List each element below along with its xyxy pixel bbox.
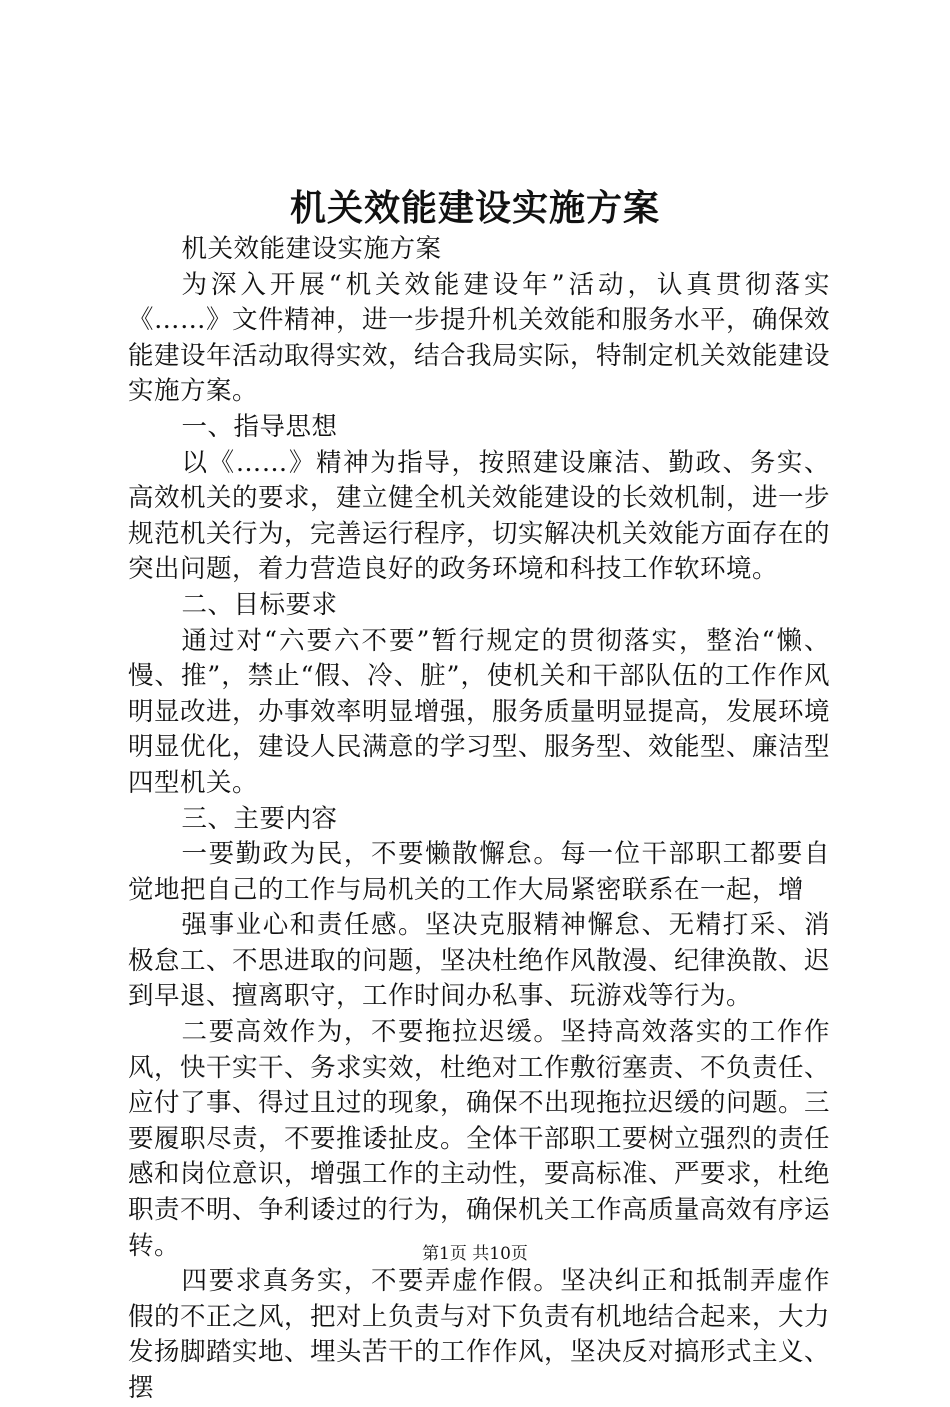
paragraph-intro: 为深入开展“机关效能建设年”活动，认真贯彻落实《……》文件精神，进一步提升机关效能和服务水平，确保效能建设年活动取得实效，结合我局实际，特制定机关效能建设实施方案。 [128, 269, 831, 407]
paragraph-item-one: 一要勤政为民，不要懒散懈怠。每一位干部职工都要自觉地把自己的工作与局机关的工作大局紧密联系在一起，增 [128, 839, 830, 905]
paragraph-guiding-ideology: 以《……》精神为指导，按照建设廉洁、勤政、务实、高效机关的要求，建立健全机关效能建设的长效机制，进一步规范机关行为，完善运行程序，切实解决机关效能方面存在的突出问题，着力营造良好的政务环境和科技工作软环境。 [128, 447, 831, 585]
paragraph-subtitle: 机关效能建设实施方案 [181, 234, 442, 264]
section-heading-main-content: 三、主要内容 [181, 803, 338, 834]
document-body [128, 232, 830, 1407]
paragraph-item-one-continued: 强事业心和责任感。坚决克服精神懈怠、无精打采、消极怠工、不思进取的问题，坚决杜绝作风散漫、纪律涣散、迟到早退、擅离职守，工作时间办私事、玩游戏等行为。 [128, 910, 831, 1012]
paragraph-goals: 通过对“六要六不要”暂行规定的贯彻落实，整治“懒、慢、推”，禁止“假、冷、脏”，使机关和干部队伍的工作作风明显改进，办事效率明显增强，服务质量明显提高，发展环境明显优化，建设人民满意的学习型、服务型、效能型、廉洁型四型机关。 [128, 625, 831, 798]
section-heading-goals: 二、目标要求 [181, 589, 338, 620]
document-title: 机关效能建设实施方案 [289, 187, 660, 229]
page-number: 第1页 共10页 [422, 1244, 528, 1264]
paragraph-item-four: 四要求真务实，不要弄虚作假。坚决纠正和抵制弄虚作假的不正之风，把对上负责与对下负责有机地结合起来，大力发扬脚踏实地、埋头苦干的工作作风，坚决反对搞形式主义、摆 [128, 1266, 831, 1403]
section-heading-guiding-ideology: 一、指导思想 [181, 411, 338, 442]
paragraph-item-two-three: 二要高效作为，不要拖拉迟缓。坚持高效落实的工作作风，快干实干、务求实效，杜绝对工作敷衍塞责、不负责任、应付了事、得过且过的现象，确保不出现拖拉迟缓的问题。三要履职尽责，不要推诿扯皮。全体干部职工要树立强烈的责任感和岗位意识，增强工作的主动性，要高标准、严要求，杜绝职责不明、争利诿过的行为，确保机关工作高质量高效有序运转。 [128, 1017, 831, 1261]
